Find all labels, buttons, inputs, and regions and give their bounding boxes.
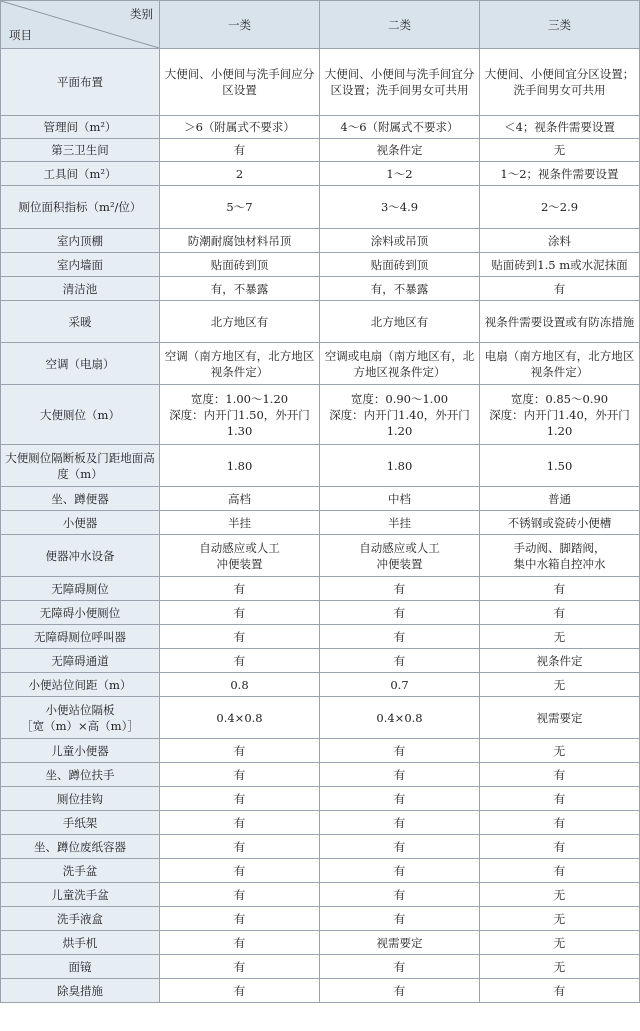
- class-two-cell: 有: [320, 625, 480, 649]
- row-label-cell: 儿童洗手盆: [1, 883, 160, 907]
- class-three-cell: 1～2；视条件需要设置: [480, 162, 640, 186]
- class-two-cell: 有: [320, 811, 480, 835]
- class-two-header: 二类: [320, 1, 480, 49]
- table-row: [1, 535, 640, 577]
- class-two-cell: 中档: [320, 487, 480, 511]
- row-label-cell: 厕位挂钩: [1, 787, 160, 811]
- class-two-cell: 大便间、小便间与洗手间宜分区设置；洗手间男女可共用: [320, 49, 480, 116]
- class-one-cell: 半挂: [160, 511, 320, 535]
- class-three-cell: 贴面砖到1.5 m或水泥抹面: [480, 253, 640, 277]
- row-label-cell: 工具间（m²）: [1, 162, 160, 186]
- class-three-cell: 有: [480, 277, 640, 301]
- row-label-cell: 无障碍小便厕位: [1, 601, 160, 625]
- class-two-cell: 有: [320, 649, 480, 673]
- class-two-cell: 1～2: [320, 162, 480, 186]
- table-row: [1, 577, 640, 601]
- class-one-cell: 有: [160, 649, 320, 673]
- class-two-cell: 0.7: [320, 673, 480, 697]
- row-label-cell: 空调（电扇）: [1, 343, 160, 385]
- class-two-cell: 贴面砖到顶: [320, 253, 480, 277]
- class-three-cell: 2～2.9: [480, 186, 640, 229]
- table-row: [1, 739, 640, 763]
- class-three-cell: 无: [480, 955, 640, 979]
- row-label-cell: 小便站位间距（m）: [1, 673, 160, 697]
- table-row: [1, 763, 640, 787]
- row-label-cell: 小便器: [1, 511, 160, 535]
- class-one-header: 一类: [160, 1, 320, 49]
- class-two-cell: 4～6（附属式不要求）: [320, 116, 480, 139]
- class-three-cell: 无: [480, 625, 640, 649]
- row-label-cell: 面镜: [1, 955, 160, 979]
- class-three-cell: 普通: [480, 487, 640, 511]
- class-one-cell: 防潮耐腐蚀材料吊顶: [160, 229, 320, 253]
- class-two-cell: 3～4.9: [320, 186, 480, 229]
- table-row: [1, 883, 640, 907]
- row-label-cell: 坐、蹲便器: [1, 487, 160, 511]
- class-two-cell: 有: [320, 739, 480, 763]
- class-three-cell: 无: [480, 139, 640, 162]
- table-row: [1, 301, 640, 343]
- table-row: [1, 625, 640, 649]
- item-header-label: 项目: [9, 28, 32, 42]
- table-row: [1, 601, 640, 625]
- class-one-cell: 有: [160, 763, 320, 787]
- class-two-cell: 有: [320, 763, 480, 787]
- class-three-cell: 大便间、小便间宜分区设置；洗手间男女可共用: [480, 49, 640, 116]
- table-row: [1, 955, 640, 979]
- class-one-cell: 高档: [160, 487, 320, 511]
- table-body: [1, 49, 640, 1003]
- table-row: [1, 253, 640, 277]
- table-row: [1, 979, 640, 1003]
- class-three-cell: 有: [480, 601, 640, 625]
- class-one-cell: 自动感应或人工 冲便装置: [160, 535, 320, 577]
- class-three-cell: 1.50: [480, 445, 640, 487]
- class-three-cell: 无: [480, 883, 640, 907]
- class-three-cell: ＜4；视条件需要设置: [480, 116, 640, 139]
- class-one-cell: 有: [160, 979, 320, 1003]
- class-three-cell: 涂料: [480, 229, 640, 253]
- table-row: [1, 277, 640, 301]
- row-label-cell: 除臭措施: [1, 979, 160, 1003]
- class-one-cell: 有，不暴露: [160, 277, 320, 301]
- class-three-cell: 视条件需要设置或有防冻措施: [480, 301, 640, 343]
- class-one-cell: 北方地区有: [160, 301, 320, 343]
- class-three-cell: 有: [480, 763, 640, 787]
- row-label-cell: 洗手盆: [1, 859, 160, 883]
- class-one-cell: 有: [160, 601, 320, 625]
- table-row: [1, 673, 640, 697]
- row-label-cell: 烘手机: [1, 931, 160, 955]
- table-row: [1, 445, 640, 487]
- table-row: [1, 229, 640, 253]
- table-row: [1, 186, 640, 229]
- row-label-cell: 平面布置: [1, 49, 160, 116]
- class-three-cell: 宽度：0.85～0.90 深度：内开门1.40，外开门1.20: [480, 385, 640, 445]
- class-one-cell: 有: [160, 625, 320, 649]
- class-one-cell: 贴面砖到顶: [160, 253, 320, 277]
- class-three-cell: 视需要定: [480, 697, 640, 739]
- class-two-cell: 有: [320, 883, 480, 907]
- class-one-cell: 有: [160, 955, 320, 979]
- row-label-cell: 第三卫生间: [1, 139, 160, 162]
- class-three-cell: 有: [480, 835, 640, 859]
- class-two-cell: 有: [320, 601, 480, 625]
- row-label-cell: 室内顶棚: [1, 229, 160, 253]
- class-three-cell: 有: [480, 979, 640, 1003]
- table-row: [1, 931, 640, 955]
- table-row: [1, 343, 640, 385]
- row-label-cell: 大便厕位隔断板及门距地面高度（m）: [1, 445, 160, 487]
- table-row: [1, 511, 640, 535]
- class-one-cell: 有: [160, 859, 320, 883]
- class-two-cell: 宽度：0.90～1.00 深度：内开门1.40，外开门1.20: [320, 385, 480, 445]
- table-row: [1, 487, 640, 511]
- class-two-cell: 空调或电扇（南方地区有，北方地区视条件定）: [320, 343, 480, 385]
- class-one-cell: 有: [160, 883, 320, 907]
- class-three-cell: 手动阀、脚踏阀， 集中水箱自控冲水: [480, 535, 640, 577]
- row-label-cell: 室内墙面: [1, 253, 160, 277]
- class-one-cell: 有: [160, 835, 320, 859]
- class-three-cell: 有: [480, 577, 640, 601]
- class-one-cell: 有: [160, 577, 320, 601]
- row-label-cell: 坐、蹲位废纸容器: [1, 835, 160, 859]
- class-one-cell: 0.8: [160, 673, 320, 697]
- table-row: [1, 787, 640, 811]
- table-row: [1, 116, 640, 139]
- class-one-cell: 1.80: [160, 445, 320, 487]
- class-three-cell: 有: [480, 811, 640, 835]
- class-two-cell: 视需要定: [320, 931, 480, 955]
- class-one-cell: ＞6（附属式不要求）: [160, 116, 320, 139]
- class-two-cell: 有: [320, 859, 480, 883]
- row-label-cell: 坐、蹲位扶手: [1, 763, 160, 787]
- class-two-cell: 有: [320, 577, 480, 601]
- class-one-cell: 有: [160, 139, 320, 162]
- row-label-cell: 采暖: [1, 301, 160, 343]
- class-one-cell: 大便间、小便间与洗手间应分区设置: [160, 49, 320, 116]
- class-one-cell: 5～7: [160, 186, 320, 229]
- table-row: [1, 859, 640, 883]
- class-two-cell: 半挂: [320, 511, 480, 535]
- class-two-cell: 1.80: [320, 445, 480, 487]
- class-three-cell: 有: [480, 787, 640, 811]
- class-two-cell: 有: [320, 835, 480, 859]
- table-row: [1, 907, 640, 931]
- class-one-cell: 有: [160, 907, 320, 931]
- row-label-cell: 便器冲水设备: [1, 535, 160, 577]
- table-header-row: [1, 1, 640, 49]
- table-row: [1, 697, 640, 739]
- table-row: [1, 649, 640, 673]
- row-label-cell: 手纸架: [1, 811, 160, 835]
- row-label-cell: 无障碍厕位呼叫器: [1, 625, 160, 649]
- class-three-cell: 无: [480, 673, 640, 697]
- category-header-label: 类别: [130, 7, 153, 21]
- row-label-cell: 大便厕位（m）: [1, 385, 160, 445]
- row-label-cell: 厕位面积指标（m²/位）: [1, 186, 160, 229]
- class-two-cell: 视条件定: [320, 139, 480, 162]
- class-three-header: 三类: [480, 1, 640, 49]
- class-three-cell: 不锈钢或瓷砖小便槽: [480, 511, 640, 535]
- class-two-cell: 有: [320, 907, 480, 931]
- class-three-cell: 无: [480, 739, 640, 763]
- class-one-cell: 宽度：1.00～1.20 深度：内开门1.50，外开门1.30: [160, 385, 320, 445]
- class-one-cell: 0.4×0.8: [160, 697, 320, 739]
- class-one-cell: 空调（南方地区有，北方地区视条件定）: [160, 343, 320, 385]
- class-three-cell: 有: [480, 859, 640, 883]
- class-three-cell: 无: [480, 907, 640, 931]
- row-label-cell: 管理间（m²）: [1, 116, 160, 139]
- table-row: [1, 811, 640, 835]
- row-label-cell: 清洁池: [1, 277, 160, 301]
- row-label-cell: 无障碍通道: [1, 649, 160, 673]
- row-label-cell: 儿童小便器: [1, 739, 160, 763]
- class-two-cell: 有，不暴露: [320, 277, 480, 301]
- class-one-cell: 2: [160, 162, 320, 186]
- class-one-cell: 有: [160, 787, 320, 811]
- class-one-cell: 有: [160, 931, 320, 955]
- class-two-cell: 自动感应或人工 冲便装置: [320, 535, 480, 577]
- row-label-cell: 小便站位隔板 ［宽（m）×高（m）］: [1, 697, 160, 739]
- class-two-cell: 有: [320, 787, 480, 811]
- class-three-cell: 视条件定: [480, 649, 640, 673]
- table-row: [1, 385, 640, 445]
- row-label-cell: 洗手液盒: [1, 907, 160, 931]
- class-two-cell: 涂料或吊顶: [320, 229, 480, 253]
- table-row: [1, 162, 640, 186]
- class-one-cell: 有: [160, 811, 320, 835]
- class-one-cell: 有: [160, 739, 320, 763]
- table-row: [1, 49, 640, 116]
- row-label-cell: 无障碍厕位: [1, 577, 160, 601]
- class-two-cell: 有: [320, 955, 480, 979]
- corner-header-cell: [1, 1, 160, 49]
- class-three-cell: 电扇（南方地区有，北方地区视条件定）: [480, 343, 640, 385]
- table-row: [1, 139, 640, 162]
- class-two-cell: 0.4×0.8: [320, 697, 480, 739]
- class-two-cell: 北方地区有: [320, 301, 480, 343]
- table-row: [1, 835, 640, 859]
- class-three-cell: 无: [480, 931, 640, 955]
- class-two-cell: 有: [320, 979, 480, 1003]
